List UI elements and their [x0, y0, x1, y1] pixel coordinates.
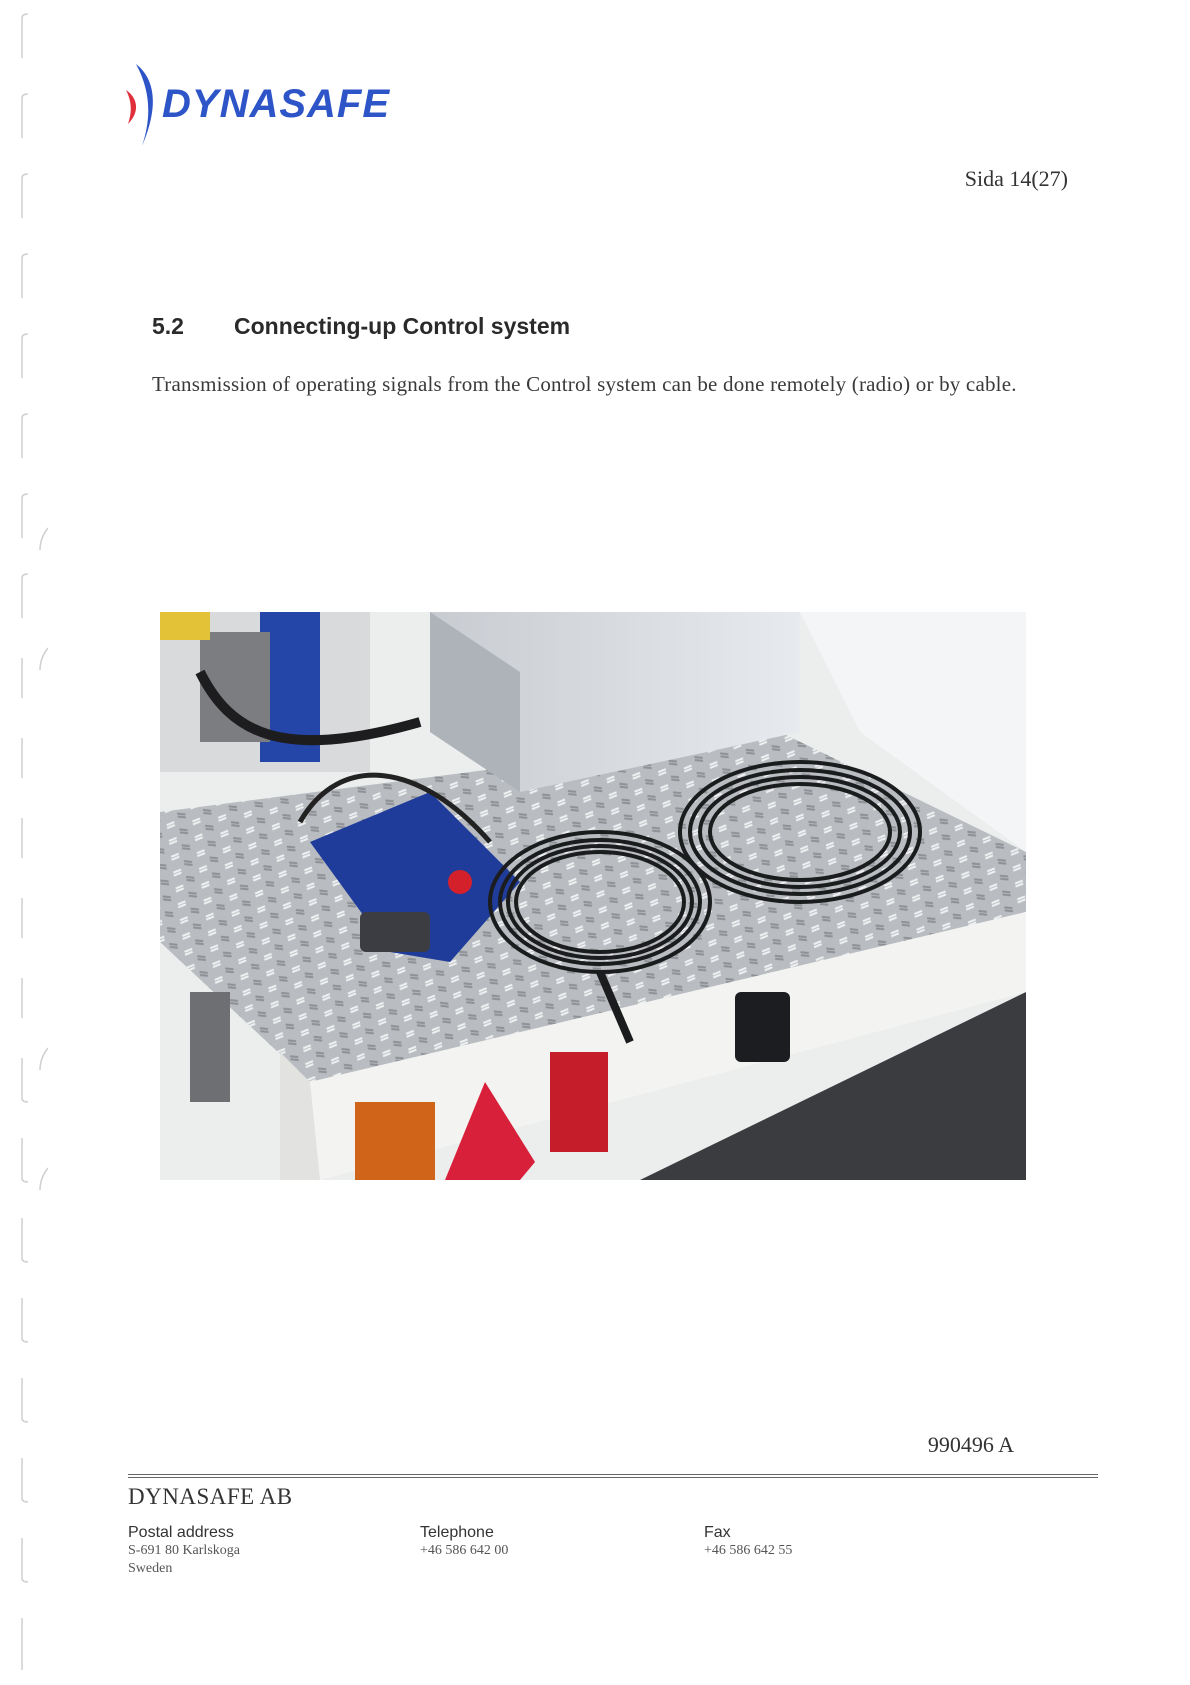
footer-fax — [704, 1524, 792, 1560]
footer-company-name: DYNASAFE AB — [128, 1484, 293, 1509]
fax-number: +46 586 642 55 — [704, 1543, 793, 1558]
footer-divider — [128, 1474, 1098, 1475]
footer-divider-secondary — [128, 1477, 1098, 1478]
trailer-photo — [160, 612, 1026, 1180]
page-number: Sida 14(27) — [964, 166, 1068, 191]
logo-mark-icon — [120, 60, 164, 150]
binding-holes — [18, 10, 48, 1680]
footer-telephone — [420, 1524, 508, 1560]
telephone-label: Telephone — [420, 1524, 494, 1541]
logo-wordmark: DYNASAFE — [162, 82, 391, 126]
body-paragraph: Transmission of operating signals from the Control system can be done remotely (radio) or by cable. — [152, 372, 1017, 396]
fax-label: Fax — [704, 1524, 731, 1541]
telephone-number: +46 586 642 00 — [420, 1543, 509, 1558]
section-title: Connecting-up Control system — [234, 313, 571, 339]
document-code: 990496 A — [927, 1432, 1014, 1457]
postal-address-line2: Sweden — [128, 1561, 173, 1576]
postal-address-label: Postal address — [128, 1524, 234, 1541]
section-heading — [152, 313, 570, 340]
section-number: 5.2 — [152, 313, 184, 339]
company-logo — [120, 60, 400, 150]
postal-address-line1: S-691 80 Karlskoga — [128, 1543, 240, 1558]
footer-postal-address — [128, 1524, 240, 1578]
